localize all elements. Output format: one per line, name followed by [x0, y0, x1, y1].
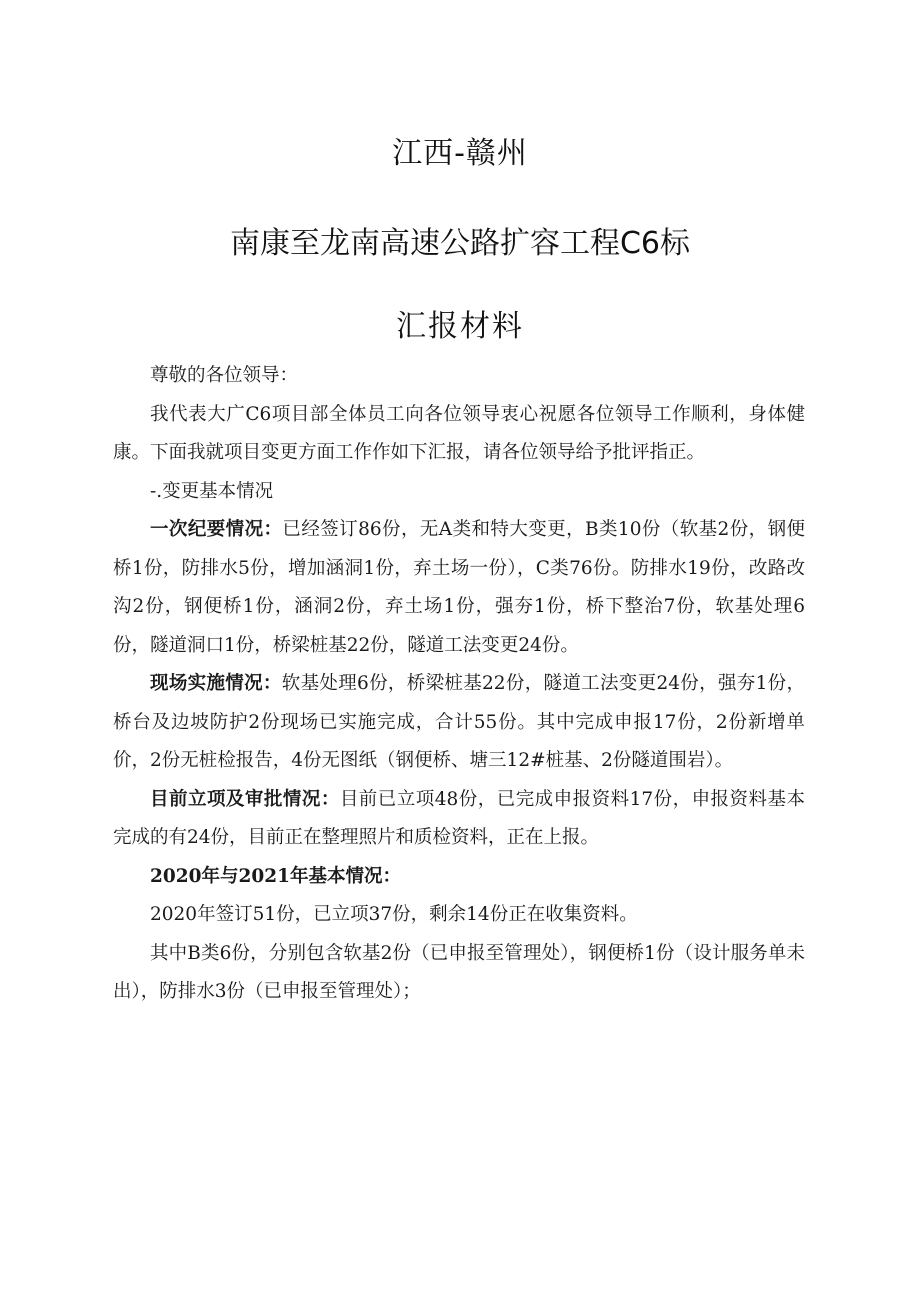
- paragraph-text: -.变更基本情况: [150, 480, 274, 502]
- year-summary-heading: [113, 858, 805, 897]
- paragraph-text: 我代表大广C6项目部全体员工向各位领导衷心祝愿各位领导工作顺利，身体健康。下面我就项目变更方面工作作如下汇报，请各位领导给予批评指正。: [113, 403, 805, 463]
- document-title: 汇报材料: [396, 309, 524, 344]
- paragraph-lead: 2020年与2021年基本情况：: [150, 865, 401, 887]
- approval-paragraph: [113, 781, 805, 858]
- paragraph-lead: 一次纪要情况：: [150, 519, 283, 540]
- paragraph-text: 尊敬的各位领导：: [150, 365, 299, 386]
- paragraph-lead: 目前立项及审批情况：: [150, 788, 340, 810]
- paragraph-text: 2020年签订51份，已立项37份，剩余14份正在收集资料。: [150, 904, 638, 925]
- report-body: [113, 357, 805, 1012]
- year-2020-paragraph: [113, 896, 805, 935]
- paragraph-text: 已经签订86份，无A类和特大变更，B类10份（软基2份，钢便桥1份，防排水5份，增加涵洞1份，弃土场一份），C类76份。防排水19份，改路改沟2份，钢便桥1份，涵洞2份，弃土场1份，强夯1份，桥下整治7份，软基处理6份，隧道洞口1份，桥梁桩基22份，隧道工法变更24份。: [113, 519, 805, 656]
- paragraph-text: 软基处理6份，桥梁桩基22份，隧道工法变更24份，强夯1份，桥台及边坡防护2份现场已实施完成，合计55份。其中完成申报17份，2份新增单价，2份无桩检报告，4份无图纸（钢便桥、塘三12#桩基、2份隧道围岩）。: [113, 673, 805, 771]
- intro-paragraph: [113, 396, 805, 473]
- class-b-paragraph: [113, 935, 805, 1012]
- salutation: [113, 357, 805, 396]
- project-title: 南康至龙南高速公路扩容工程C6标: [229, 226, 691, 261]
- location-heading: 江西-赣州: [392, 136, 528, 171]
- site-implementation-paragraph: [113, 665, 805, 781]
- section-heading: [113, 473, 805, 512]
- paragraph-text: 目前已立项48份，已完成申报资料17份，申报资料基本完成的有24份，目前正在整理照片和质检资料，正在上报。: [113, 788, 805, 848]
- paragraph-lead: 现场实施情况：: [150, 673, 282, 694]
- minutes-paragraph: [113, 511, 805, 665]
- paragraph-text: 其中B类6份，分别包含软基2份（已申报至管理处），钢便桥1份（设计服务单未出），防排水3份（已申报至管理处）；: [113, 942, 805, 1002]
